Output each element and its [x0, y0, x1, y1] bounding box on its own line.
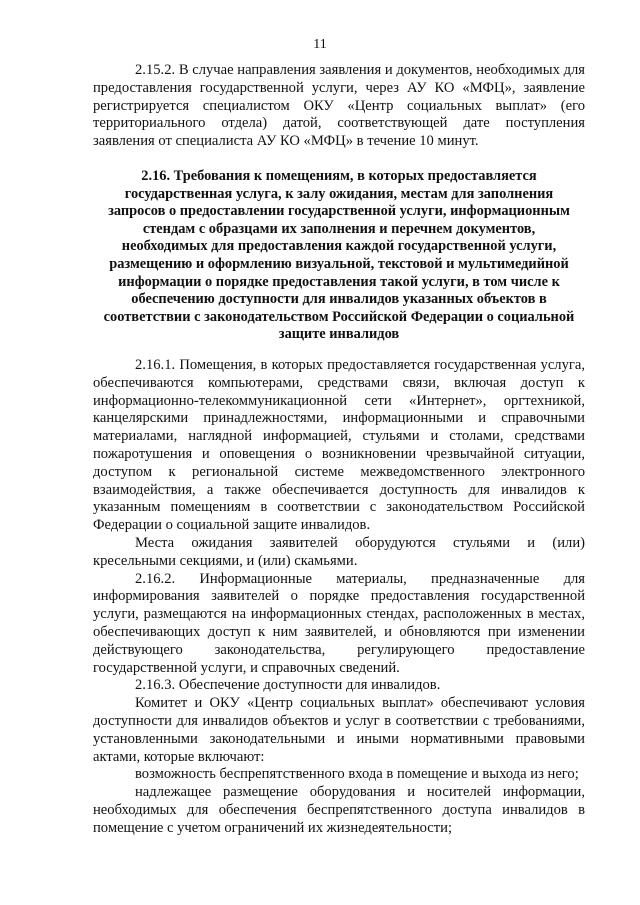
paragraph-waiting-places: Места ожидания заявителей оборудуются стульями и (или) кресельными секциями, и (или) скамьями.: [93, 534, 585, 569]
section-2-15-2: [93, 62, 585, 151]
paragraph-2-15-2: 2.15.2. В случае направления заявления и документов, необходимых для предоставления государственной услуги, через АУ КО «МФЦ», заявление регистрируется специалистом ОКУ «Центр социальных выплат» (его территориального отдела) датой, соответствующей дате поступления заявления от специалиста АУ КО «МФЦ» в течение 10 минут.: [93, 62, 585, 150]
paragraph-equipment: надлежащее размещение оборудования и носителей информации, необходимых для обеспечения беспрепятственного доступа инвалидов в помещение с учетом ограничений их жизнедеятельности;: [93, 784, 585, 836]
paragraph-entry-exit: возможность беспрепятственного входа в помещение и выхода из него;: [135, 766, 579, 783]
heading-2-16: 2.16. Требования к помещениям, в которых предоставляется государственная услуга, к залу ожидания, местам для заполнения запросов о предоставлении государственной услуги, информационным стендам с образцами их заполнения и перечнем документов, необходимых для предоставления каждой государственной услуги, размещению и оформлению визуальной, текстовой и мультимедийной информации о порядке предоставления такой услуги, в том числе к обеспечению доступности для инвалидов указанных объектов в соответствии с законодательством Российской Федерации о социальной защите инвалидов: [103, 168, 575, 343]
section-2-16-body: [93, 357, 585, 838]
paragraph-committee: Комитет и ОКУ «Центр социальных выплат» обеспечивают условия доступности для инвалидов объектов и услуг в соответствии с требованиями, установленными законодательными и иными нормативными правовыми актами, которые включают:: [93, 695, 585, 765]
paragraph-2-16-3: 2.16.3. Обеспечение доступности для инвалидов.: [135, 677, 441, 694]
paragraph-2-16-1: 2.16.1. Помещения, в которых предоставляется государственная услуга, обеспечиваются компьютерами, средствами связи, включая доступ к информационно-телекоммуникационной сети «Интернет», оргтехникой, канцелярскими принадлежностями, информационными и справочными материалами, наглядной информацией, стульями и столами, средствами пожаротушения и оповещения о возникновении чрезвычайной ситуации, доступом к региональной системе межведомственного электронного взаимодействия, а также обеспечивается доступность для инвалидов к указанным помещениям в соответствии с законодательством Российской Федерации о социальной защите инвалидов.: [93, 357, 585, 534]
page-number: 11: [313, 37, 327, 52]
paragraph-2-16-2: 2.16.2. Информационные материалы, предназначенные для информирования заявителей о порядке предоставления государственной услуги, размещаются на информационных стендах, расположенных в местах, обеспечивающих доступ к ним заявителей, и обновляются при изменении действующего законодательства, регулирующего предоставление государственной услуги, и справочных сведений.: [93, 570, 585, 676]
